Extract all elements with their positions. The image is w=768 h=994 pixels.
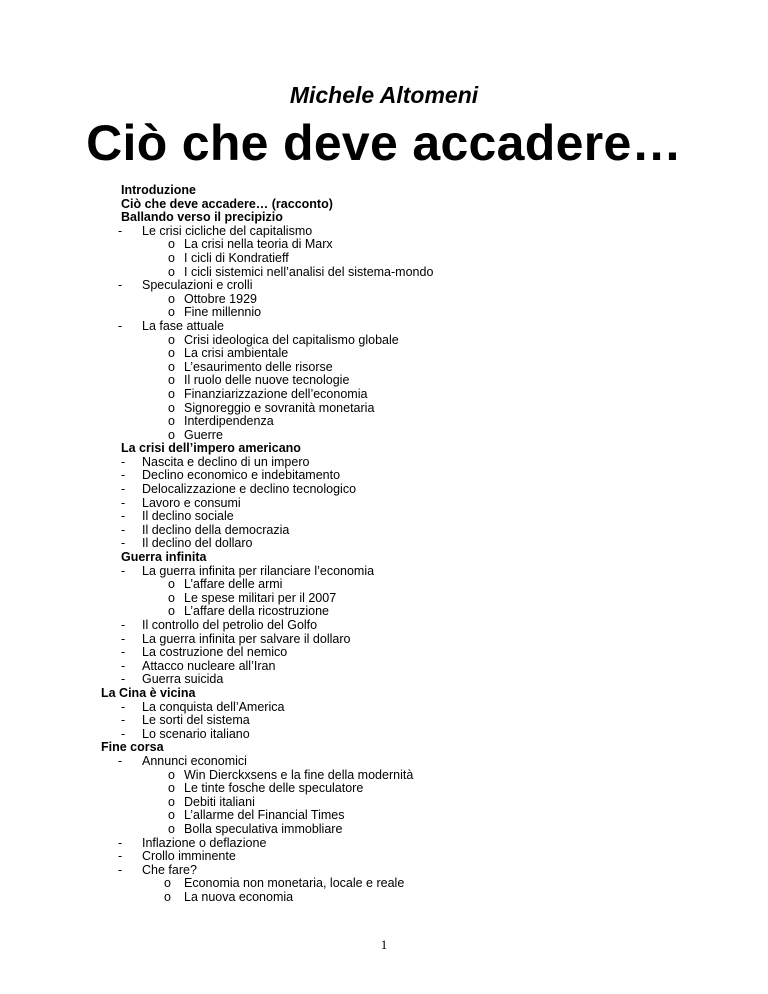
page-number: 1 bbox=[380, 937, 388, 952]
bullet-dash: - bbox=[118, 862, 123, 877]
toc-entry-label: Fine corsa bbox=[101, 740, 164, 755]
toc-entry bbox=[0, 633, 768, 647]
bullet-dash: - bbox=[118, 849, 123, 864]
toc-entry-label: Annunci economici bbox=[142, 753, 247, 768]
bullet-circle: o bbox=[168, 794, 175, 809]
toc-entry bbox=[0, 320, 768, 334]
bullet-circle: o bbox=[168, 359, 175, 374]
toc-entry bbox=[0, 837, 768, 851]
toc-entry-label: Speculazioni e crolli bbox=[142, 278, 253, 293]
toc-heading bbox=[0, 741, 768, 755]
toc-entry bbox=[0, 714, 768, 728]
toc-entry bbox=[0, 864, 768, 878]
toc-entry-label: Economia non monetaria, locale e reale bbox=[184, 876, 405, 891]
bullet-circle: o bbox=[168, 305, 175, 320]
bullet-dash: - bbox=[121, 454, 126, 469]
toc-entry-label: Che fare? bbox=[142, 862, 197, 877]
toc-entry-label: La guerra infinita per salvare il dollaro bbox=[142, 631, 351, 646]
toc-entry-label: Lo scenario italiano bbox=[142, 726, 250, 741]
toc-entry bbox=[0, 646, 768, 660]
toc-heading bbox=[0, 184, 768, 198]
toc-entry-label: Il controllo del petrolio del Golfo bbox=[142, 618, 318, 632]
toc-entry-label: Crisi ideologica del capitalismo globale bbox=[184, 332, 399, 347]
bullet-dash: - bbox=[121, 618, 126, 632]
bullet-dash: - bbox=[121, 713, 126, 728]
toc-entry bbox=[0, 877, 768, 891]
toc-entry bbox=[0, 701, 768, 715]
toc-entry-label: Inflazione o deflazione bbox=[142, 835, 267, 850]
bullet-dash: - bbox=[118, 753, 123, 768]
toc-entry-label: I cicli sistemici nell’analisi del sistema-mondo bbox=[184, 264, 434, 279]
bullet-circle: o bbox=[168, 264, 175, 279]
bullet-dash: - bbox=[121, 672, 126, 687]
toc-heading bbox=[0, 687, 768, 701]
toc-entry bbox=[0, 565, 768, 579]
bullet-circle: o bbox=[168, 414, 175, 429]
bullet-circle: o bbox=[168, 808, 175, 823]
toc-entry-label: La guerra infinita per rilanciare l’economia bbox=[142, 563, 375, 578]
toc-entry bbox=[0, 809, 768, 823]
toc-entry bbox=[0, 850, 768, 864]
bullet-circle: o bbox=[168, 291, 175, 306]
toc-entry bbox=[0, 673, 768, 687]
bullet-circle: o bbox=[168, 767, 175, 782]
author-name: Michele Altomeni bbox=[289, 82, 479, 108]
toc-entry-label: Ottobre 1929 bbox=[184, 291, 257, 306]
toc-entry bbox=[0, 429, 768, 443]
toc-entry-label: Introduzione bbox=[121, 183, 196, 197]
toc-entry bbox=[0, 225, 768, 239]
bullet-circle: o bbox=[168, 590, 175, 605]
toc-entry bbox=[0, 524, 768, 538]
toc-entry-label: L’affare della ricostruzione bbox=[184, 604, 329, 619]
toc-entry-label: Il declino del dollaro bbox=[142, 536, 253, 551]
toc-entry bbox=[0, 469, 768, 483]
toc-entry-label: Guerra suicida bbox=[142, 672, 224, 687]
toc-entry bbox=[0, 415, 768, 429]
toc-entry bbox=[0, 769, 768, 783]
toc-entry bbox=[0, 279, 768, 293]
document-title: Ciò che deve accadere… bbox=[86, 115, 682, 171]
bullet-dash: - bbox=[121, 658, 126, 673]
toc-entry bbox=[0, 238, 768, 252]
toc-entry-label: Interdipendenza bbox=[184, 414, 274, 429]
bullet-circle: o bbox=[164, 889, 171, 904]
bullet-dash: - bbox=[118, 223, 123, 238]
bullet-circle: o bbox=[168, 373, 175, 388]
toc-entry-label: La Cina è vicina bbox=[101, 685, 196, 700]
toc-entry-label: Il declino della democrazia bbox=[142, 522, 290, 537]
toc-entry bbox=[0, 605, 768, 619]
toc-entry-label: Ciò che deve accadere… (racconto) bbox=[121, 196, 333, 211]
toc-entry-label: La crisi nella teoria di Marx bbox=[184, 237, 333, 252]
bullet-dash: - bbox=[121, 468, 126, 483]
toc-entry-label: L’allarme del Financial Times bbox=[184, 808, 345, 823]
bullet-circle: o bbox=[168, 604, 175, 619]
bullet-circle: o bbox=[168, 250, 175, 265]
toc-entry-label: Delocalizzazione e declino tecnologico bbox=[142, 482, 357, 497]
toc-entry-label: Le tinte fosche delle speculatore bbox=[184, 781, 364, 796]
toc-entry bbox=[0, 306, 768, 320]
bullet-circle: o bbox=[168, 346, 175, 361]
toc-entry-label: Le sorti del sistema bbox=[142, 713, 250, 728]
toc-entry bbox=[0, 592, 768, 606]
toc-entry bbox=[0, 537, 768, 551]
bullet-circle: o bbox=[168, 577, 175, 592]
bullet-circle: o bbox=[168, 821, 175, 836]
table-of-contents bbox=[0, 184, 768, 904]
bullet-circle: o bbox=[168, 781, 175, 796]
toc-entry-label: Crollo imminente bbox=[142, 849, 236, 864]
toc-entry-label: Lavoro e consumi bbox=[142, 495, 241, 510]
toc-entry bbox=[0, 796, 768, 810]
toc-entry-label: Declino economico e indebitamento bbox=[142, 468, 341, 483]
toc-entry bbox=[0, 402, 768, 416]
toc-entry-label: La fase attuale bbox=[142, 318, 225, 333]
bullet-dash: - bbox=[118, 278, 123, 293]
bullet-circle: o bbox=[168, 237, 175, 252]
toc-entry-label: Le crisi cicliche del capitalismo bbox=[142, 223, 313, 238]
bullet-circle: o bbox=[164, 876, 171, 891]
toc-heading bbox=[0, 198, 768, 212]
toc-entry-label: La crisi ambientale bbox=[184, 346, 289, 361]
toc-heading bbox=[0, 551, 768, 565]
toc-entry-label: Ballando verso il precipizio bbox=[121, 210, 283, 225]
toc-entry-label: Bolla speculativa immobliare bbox=[184, 821, 343, 836]
toc-entry-label: I cicli di Kondratieff bbox=[184, 250, 289, 265]
bullet-dash: - bbox=[121, 522, 126, 537]
toc-entry-label: Finanziarizzazione dell’economia bbox=[184, 386, 368, 401]
bullet-dash: - bbox=[121, 536, 126, 551]
toc-entry-label: Guerra infinita bbox=[121, 550, 207, 565]
toc-entry-label: Win Dierckxsens e la fine della modernità bbox=[184, 767, 414, 782]
bullet-dash: - bbox=[121, 645, 126, 660]
bullet-circle: o bbox=[168, 332, 175, 347]
bullet-dash: - bbox=[121, 726, 126, 741]
bullet-dash: - bbox=[121, 509, 126, 524]
toc-heading bbox=[0, 442, 768, 456]
toc-entry-label: Debiti italiani bbox=[184, 794, 255, 809]
toc-entry bbox=[0, 334, 768, 348]
bullet-dash: - bbox=[121, 699, 126, 714]
toc-entry-label: L’esaurimento delle risorse bbox=[184, 359, 333, 374]
toc-entry bbox=[0, 510, 768, 524]
bullet-dash: - bbox=[118, 318, 123, 333]
toc-heading bbox=[0, 211, 768, 225]
toc-entry-label: Il declino sociale bbox=[142, 509, 234, 524]
bullet-circle: o bbox=[168, 400, 175, 415]
toc-entry-label: La conquista dell’America bbox=[142, 699, 285, 714]
toc-entry bbox=[0, 374, 768, 388]
toc-entry bbox=[0, 619, 768, 633]
toc-entry bbox=[0, 497, 768, 511]
toc-entry-label: La nuova economia bbox=[184, 889, 294, 904]
toc-entry bbox=[0, 483, 768, 497]
bullet-dash: - bbox=[121, 631, 126, 646]
toc-entry-label: Il ruolo delle nuove tecnologie bbox=[184, 373, 350, 388]
toc-entry-label: L’affare delle armi bbox=[184, 577, 283, 592]
toc-entry bbox=[0, 347, 768, 361]
bullet-circle: o bbox=[168, 427, 175, 442]
toc-entry bbox=[0, 456, 768, 470]
toc-entry bbox=[0, 891, 768, 905]
toc-entry bbox=[0, 578, 768, 592]
toc-entry-label: La crisi dell’impero americano bbox=[121, 441, 301, 456]
toc-entry bbox=[0, 388, 768, 402]
toc-entry-label: Nascita e declino di un impero bbox=[142, 454, 310, 469]
toc-entry bbox=[0, 660, 768, 674]
bullet-dash: - bbox=[121, 563, 126, 578]
toc-entry-label: Signoreggio e sovranità monetaria bbox=[184, 400, 375, 415]
toc-entry bbox=[0, 755, 768, 769]
toc-entry-label: Attacco nucleare all’Iran bbox=[142, 658, 276, 673]
bullet-dash: - bbox=[121, 495, 126, 510]
bullet-dash: - bbox=[121, 482, 126, 497]
toc-entry bbox=[0, 361, 768, 375]
bullet-circle: o bbox=[168, 386, 175, 401]
toc-entry bbox=[0, 252, 768, 266]
bullet-dash: - bbox=[118, 835, 123, 850]
toc-entry bbox=[0, 823, 768, 837]
toc-entry-label: Le spese militari per il 2007 bbox=[184, 590, 337, 605]
toc-entry-label: Fine millennio bbox=[184, 305, 262, 320]
toc-entry-label: Guerre bbox=[184, 427, 223, 442]
toc-entry bbox=[0, 293, 768, 307]
toc-entry bbox=[0, 782, 768, 796]
toc-entry bbox=[0, 728, 768, 742]
toc-entry bbox=[0, 266, 768, 280]
toc-entry-label: La costruzione del nemico bbox=[142, 645, 288, 660]
